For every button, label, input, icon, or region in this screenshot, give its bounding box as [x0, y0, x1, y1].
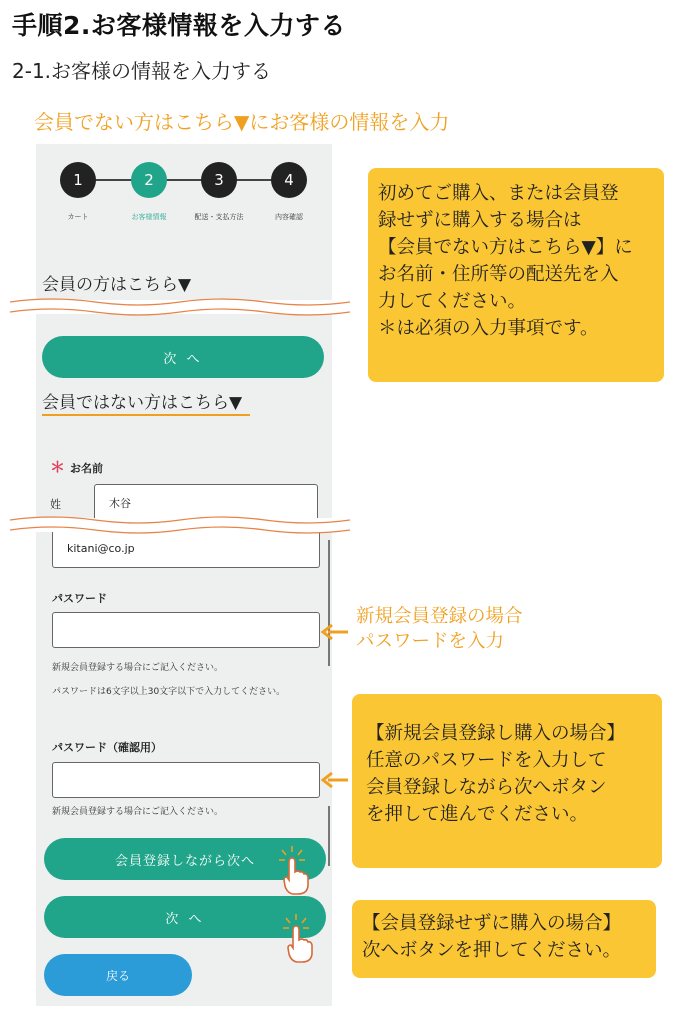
password-hint-1: 新規会員登録する場合にご記入ください。 — [52, 663, 224, 673]
password-confirm-hint: 新規会員登録する場合にご記入ください。 — [52, 807, 224, 817]
password-note-line-1: 新規会員登録の場合 — [356, 606, 523, 627]
stepper-line — [78, 179, 290, 181]
intro-line-1: 初めてご購入、または会員登 — [378, 183, 619, 204]
tap-hand-icon — [276, 844, 316, 896]
password-hint-2: パスワードは6文字以上30文字以下で入力してください。 — [52, 687, 286, 697]
member-heading: 会員の方はこちら▼ — [42, 275, 192, 295]
nonmember-heading: 会員ではない方はこちら▼ — [42, 393, 243, 413]
name-field-label — [50, 456, 103, 477]
back-button[interactable]: 戻る — [44, 954, 192, 996]
password-input[interactable] — [52, 612, 320, 648]
step-circle-3: 3 — [201, 162, 237, 198]
password-note — [356, 604, 523, 654]
page-title: 手順2.お客様情報を入力する — [12, 11, 346, 40]
password-confirm-label: パスワード（確認用） — [52, 741, 162, 754]
wavy-break-upper — [10, 296, 350, 318]
intro-callout — [368, 168, 664, 382]
password-note-line-2: パスワードを入力 — [356, 631, 505, 652]
intro-line-4: お名前・住所等の配送先を入 — [378, 264, 619, 285]
step-circle-1: 1 — [60, 162, 96, 198]
tap-hand-icon — [280, 912, 320, 964]
wavy-break-lower — [10, 514, 350, 536]
scrollbar-lower[interactable] — [328, 806, 330, 866]
email-value: kitani@co.jp — [67, 542, 135, 555]
arrow-left-icon — [320, 770, 350, 790]
guest-line-2: 次へボタンを押してください。 — [362, 940, 622, 961]
intro-line-3: 【会員でない方はこちら▼】に — [378, 237, 633, 258]
password-label: パスワード — [52, 592, 107, 605]
step-circle-4: 4 — [271, 162, 307, 198]
step-label-4: 内容確認 — [275, 213, 303, 221]
guest-line-1: 【会員登録せずに購入の場合】 — [362, 913, 622, 934]
required-mark: ＊ — [50, 458, 66, 476]
register-callout — [352, 694, 662, 868]
section-subtitle: 2-1.お客様の情報を入力する — [12, 59, 272, 83]
step-label-2: お客様情報 — [131, 213, 167, 221]
register-line-1: 【新規会員登録し購入の場合】 — [366, 723, 626, 744]
guest-instruction-heading: 会員でない方はこちら▼にお客様の情報を入力 — [34, 110, 450, 134]
register-line-2: 任意のパスワードを入力して — [366, 750, 607, 771]
last-name-label: 姓 — [50, 498, 61, 511]
scrollbar-upper[interactable] — [328, 540, 330, 666]
last-name-value: 木谷 — [109, 497, 131, 510]
register-line-4: を押して進んでください。 — [366, 804, 589, 825]
intro-line-2: 録せずに購入する場合は — [378, 210, 582, 231]
intro-line-5: 力してください。 — [378, 291, 527, 312]
step-circle-2: 2 — [131, 162, 167, 198]
arrow-left-icon — [320, 622, 350, 642]
intro-line-6: ＊は必須の入力事項です。 — [378, 318, 599, 339]
next-button-top[interactable]: 次 へ — [42, 336, 324, 378]
register-line-3: 会員登録しながら次へボタン — [366, 777, 607, 798]
register-and-next-button[interactable]: 会員登録しながら次へ — [44, 838, 326, 880]
nonmember-heading-underline — [42, 414, 250, 416]
next-button-bottom[interactable]: 次 へ — [44, 896, 326, 938]
step-label-1: カート — [67, 213, 89, 221]
name-label-text: お名前 — [70, 462, 104, 475]
step-label-3: 配送・支払方法 — [194, 213, 244, 221]
password-confirm-input[interactable] — [52, 762, 320, 798]
guest-callout — [352, 900, 656, 978]
